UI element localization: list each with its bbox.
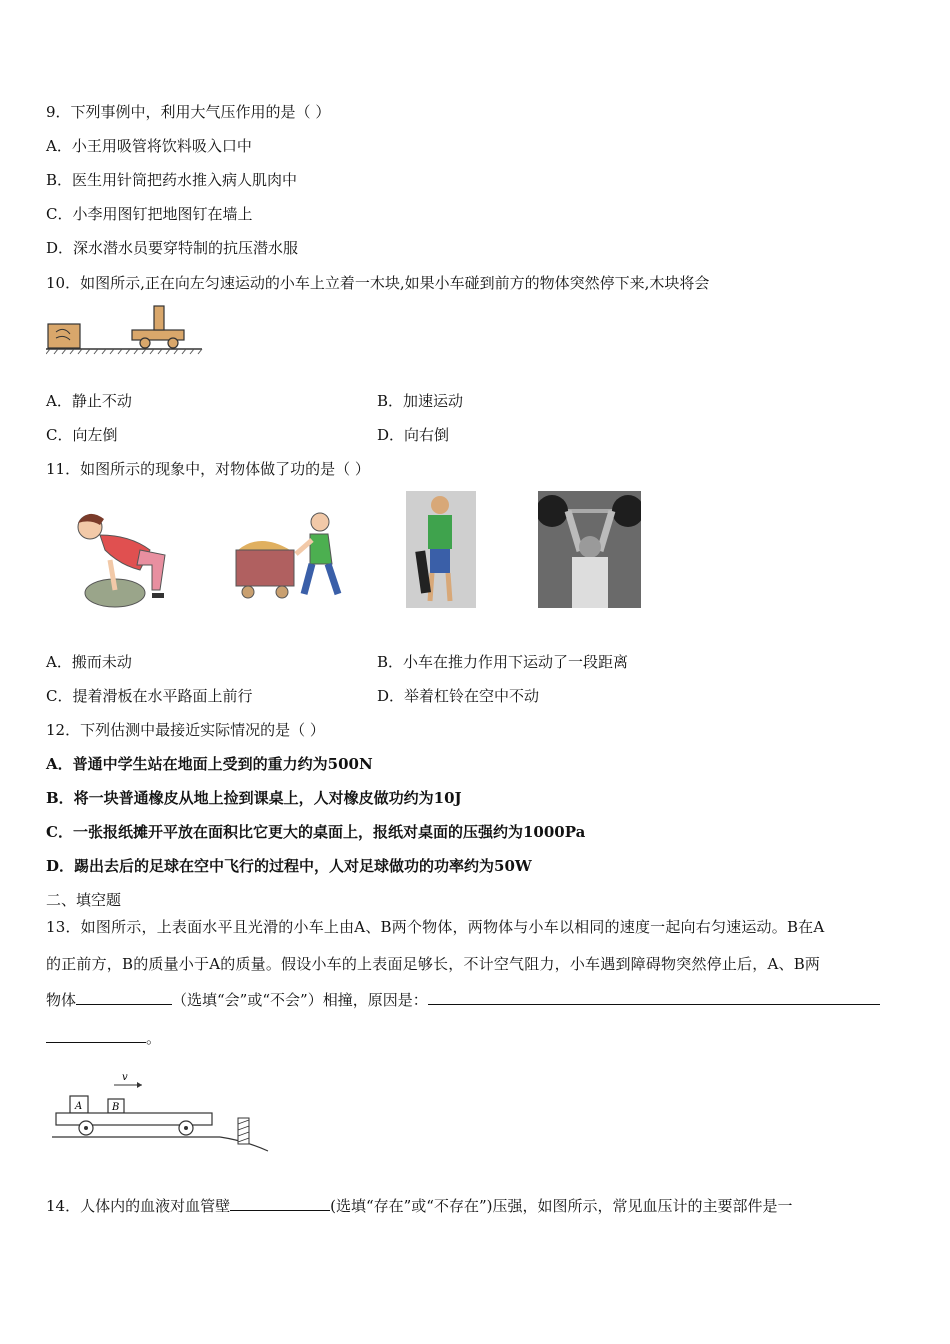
q13-block-a-label: A [75,1101,83,1112]
q11-stem: 11．如图所示的现象中，对物体做了功的是（ ） [46,460,370,478]
q10-stem: 10．如图所示,正在向左匀速运动的小车上立着一木块,如果小车碰到前方的物体突然停下来,木块将会 [46,274,710,292]
q14-start: 14．人体内的血液对血管壁 [46,1197,231,1215]
q12-stem: 12．下列估测中最接近实际情况的是（ ） [46,721,325,739]
q14-answer-blank[interactable] [230,1196,330,1211]
q12-option-c: C．一张报纸摊开平放在面积比它更大的桌面上，报纸对桌面的压强约为1000Pa [46,823,586,841]
q9-option-a: A．小王用吸管将饮料吸入口中 [46,137,252,155]
q9-option-c: C．小李用图钉把地图钉在墙上 [46,205,253,223]
q13-block-b-label: B [112,1102,120,1113]
q11-lifting-rock-illustration [70,505,185,610]
q14-end: (选填“存在”或“不存在”)压强，如图所示，常见血压计的主要部件是一 [330,1197,793,1215]
q13-line-3 [46,990,880,1010]
q11-option-b: B．小车在推力作用下运动了一段距离 [377,653,629,671]
q12-option-d: D．踢出去后的足球在空中飞行的过程中，人对足球做功的功率约为50W [46,857,532,875]
q13-cart-figure [52,1068,274,1156]
q11-holding-barbell-photo [538,491,641,608]
q9-option-d: D．深水潜水员要穿特制的抗压潜水服 [46,239,299,257]
q10-cart-figure [46,300,206,358]
q13-line-3-mid: （选填“会”或“不会”）相撞，原因是： [172,991,428,1009]
q13-answer-blank-2-cont[interactable] [46,1028,146,1043]
q11-pushing-cart-illustration [232,508,347,606]
q12-option-b: B．将一块普通橡皮从地上捡到课桌上，人对橡皮做功约为10J [46,789,462,807]
q10-option-b: B．加速运动 [377,392,464,410]
q13-line-2: 的正前方，B的质量小于A的质量。假设小车的上表面足够长，不计空气阻力，小车遇到障碍物突然停止后，A、B两 [46,955,821,973]
q10-option-c: C．向左倒 [46,426,118,444]
q11-option-c: C．提着滑板在水平路面上前行 [46,687,253,705]
q11-carrying-skateboard-photo [406,491,476,608]
q13-line-3-start: 物体 [46,991,77,1009]
q9-option-b: B．医生用针筒把药水推入病人肌肉中 [46,171,298,189]
q14-line-1 [46,1196,792,1216]
q13-velocity-label: v [122,1072,128,1083]
q13-line-4 [46,1028,161,1048]
q13-answer-blank-1[interactable] [76,990,172,1005]
q9-stem: 9．下列事例中，利用大气压作用的是（ ） [46,103,331,121]
section-heading-fill-blank: 二、填空题 [46,891,122,909]
q12-option-a: A．普通中学生站在地面上受到的重力约为500N [46,755,373,773]
q13-line-4-end: 。 [146,1029,162,1047]
q13-answer-blank-2[interactable] [428,990,880,1005]
q13-line-1: 13．如图所示，上表面水平且光滑的小车上由A、B两个物体，两物体与小车以相同的速度一起向右匀速运动。B在A [46,918,825,936]
q10-option-a: A．静止不动 [46,392,132,410]
q11-option-a: A．搬而未动 [46,653,132,671]
q11-option-d: D．举着杠铃在空中不动 [377,687,540,705]
q10-option-d: D．向右倒 [377,426,450,444]
